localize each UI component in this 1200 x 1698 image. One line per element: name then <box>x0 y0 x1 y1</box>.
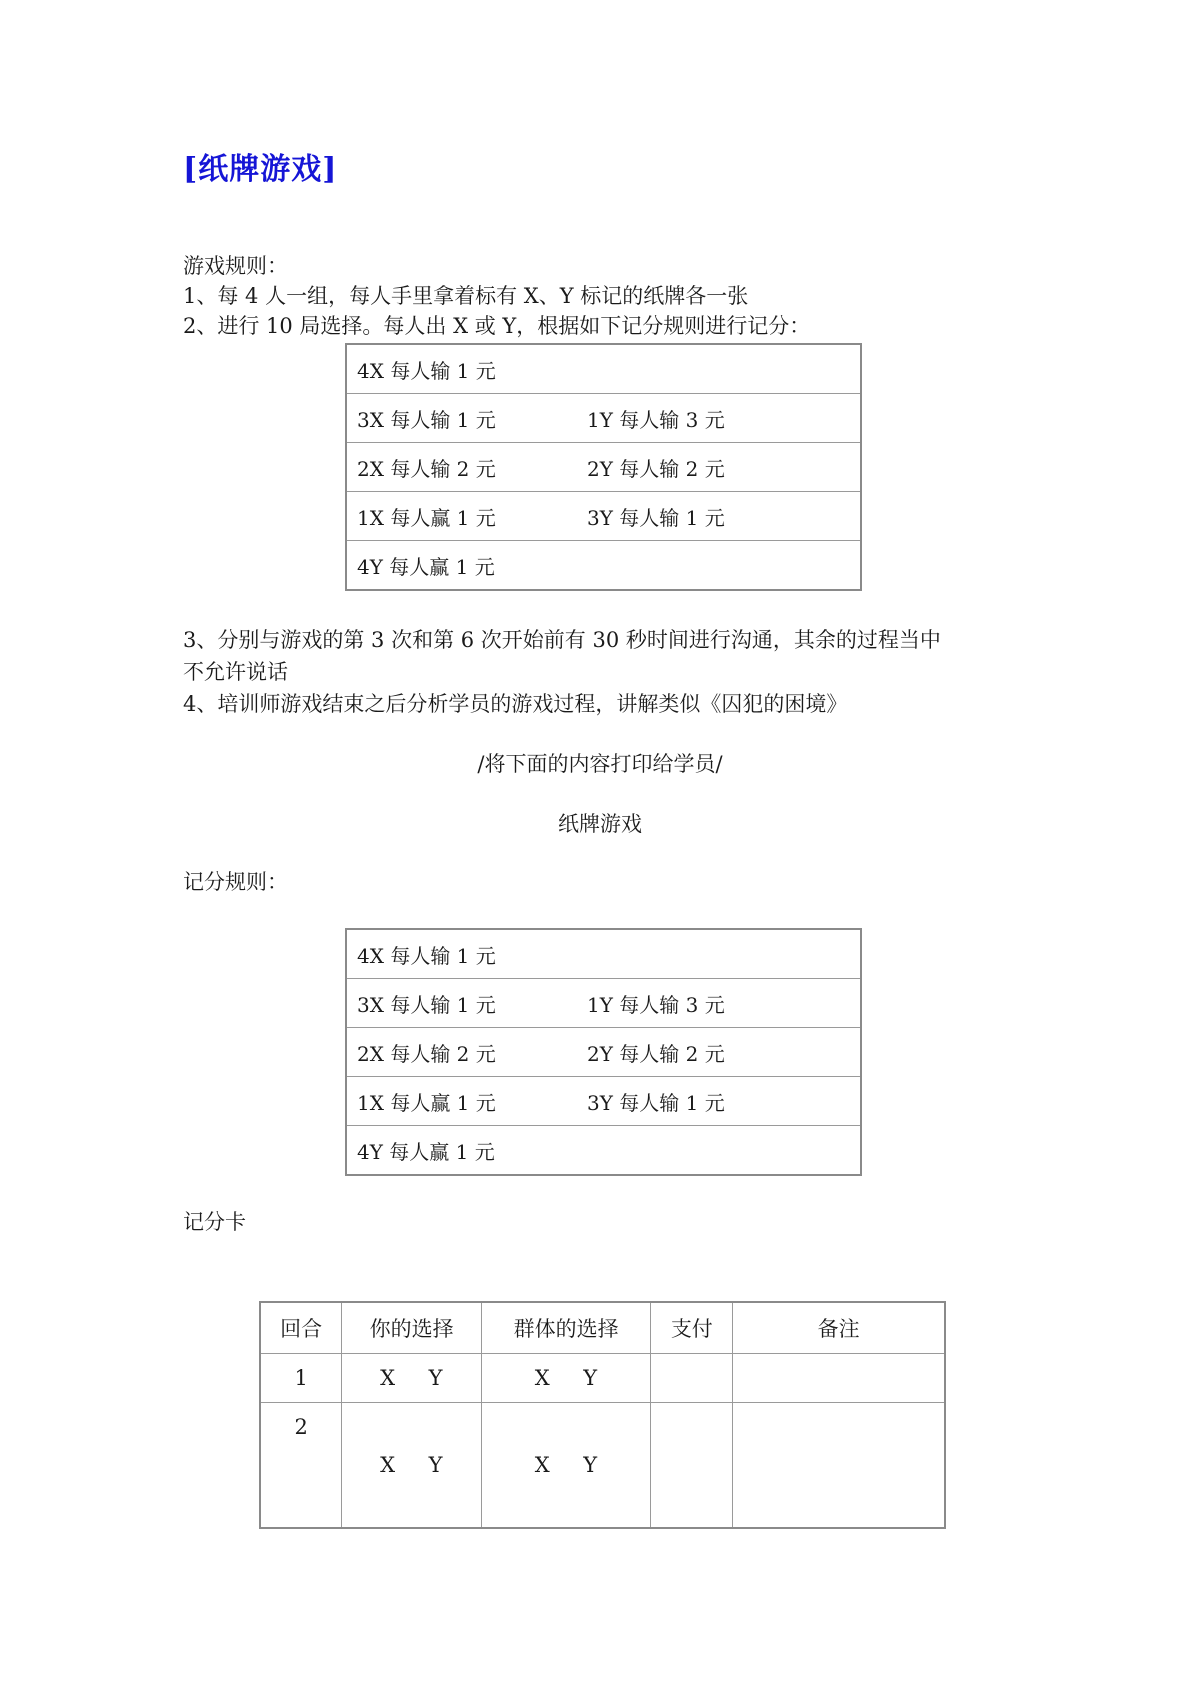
choice-y[interactable]: Y <box>583 1366 598 1390</box>
your-choice-cell[interactable] <box>342 1354 482 1403</box>
rule-4: 4、培训师游戏结束之后分析学员的游戏过程，讲解类似《囚犯的困境》 <box>183 692 848 716</box>
rule-3-cont: 不允许说话 <box>183 660 288 684</box>
score-cell: 3X 每人输 1 元 <box>357 407 496 432</box>
score-card-table <box>259 1301 946 1529</box>
header-round: 回合 <box>260 1302 342 1354</box>
score-cell: 2Y 每人输 2 元 <box>587 456 725 481</box>
rule-1: 1、每 4 人一组，每人手里拿着标有 X、Y 标记的纸牌各一张 <box>183 284 749 308</box>
round-number: 2 <box>260 1403 342 1529</box>
document-title: [纸牌游戏] <box>183 152 338 187</box>
choice-x[interactable]: X <box>380 1453 396 1477</box>
payment-cell[interactable] <box>651 1354 733 1403</box>
header-payment: 支付 <box>651 1302 733 1354</box>
table-row <box>346 979 861 1028</box>
choice-x[interactable]: X <box>380 1366 396 1390</box>
payment-cell[interactable] <box>651 1403 733 1529</box>
table-row <box>346 492 861 541</box>
table-row <box>346 1126 861 1176</box>
score-cell: 2X 每人输 2 元 <box>357 1041 496 1066</box>
choice-y[interactable]: Y <box>583 1453 598 1477</box>
score-cell: 1Y 每人输 3 元 <box>587 992 725 1017</box>
table-row <box>346 1077 861 1126</box>
score-cell: 1X 每人赢 1 元 <box>357 505 496 530</box>
score-cell: 4Y 每人赢 1 元 <box>357 1139 495 1164</box>
print-note: /将下面的内容打印给学员/ <box>477 752 723 776</box>
score-cell: 3X 每人输 1 元 <box>357 992 496 1017</box>
table-row <box>260 1354 945 1403</box>
choice-x[interactable]: X <box>534 1366 550 1390</box>
choice-x[interactable]: X <box>534 1453 550 1477</box>
header-your-choice: 你的选择 <box>342 1302 482 1354</box>
choice-y[interactable]: Y <box>428 1453 443 1477</box>
your-choice-cell[interactable] <box>342 1403 482 1529</box>
score-cell: 1Y 每人输 3 元 <box>587 407 725 432</box>
group-choice-cell[interactable] <box>481 1354 651 1403</box>
scoring-table-rules <box>345 343 862 591</box>
notes-cell[interactable] <box>733 1403 945 1529</box>
score-cell: 3Y 每人输 1 元 <box>587 505 725 530</box>
score-cell: 1X 每人赢 1 元 <box>357 1090 496 1115</box>
score-cell: 4Y 每人赢 1 元 <box>357 554 495 579</box>
card-heading: 记分卡 <box>183 1210 246 1234</box>
group-choice-cell[interactable] <box>481 1403 651 1529</box>
table-row <box>346 443 861 492</box>
score-cell: 4X 每人输 1 元 <box>357 358 496 383</box>
table-row <box>346 394 861 443</box>
table-row <box>346 929 861 979</box>
score-cell: 2Y 每人输 2 元 <box>587 1041 725 1066</box>
round-number: 1 <box>260 1354 342 1403</box>
scoring-heading: 记分规则： <box>183 870 288 894</box>
header-notes: 备注 <box>733 1302 945 1354</box>
table-row <box>346 541 861 591</box>
table-row <box>260 1403 945 1529</box>
scoring-table-handout <box>345 928 862 1176</box>
choice-y[interactable]: Y <box>428 1366 443 1390</box>
score-cell: 3Y 每人输 1 元 <box>587 1090 725 1115</box>
score-cell: 2X 每人输 2 元 <box>357 456 496 481</box>
notes-cell[interactable] <box>733 1354 945 1403</box>
header-group-choice: 群体的选择 <box>481 1302 651 1354</box>
table-row <box>346 344 861 394</box>
rule-2: 2、进行 10 局选择。每人出 X 或 Y，根据如下记分规则进行记分： <box>183 314 811 338</box>
rule-3: 3、分别与游戏的第 3 次和第 6 次开始前有 30 秒时间进行沟通，其余的过程当中 <box>183 628 941 652</box>
rules-heading: 游戏规则： <box>183 254 288 278</box>
table-header-row <box>260 1302 945 1354</box>
handout-title: 纸牌游戏 <box>558 812 642 836</box>
score-cell: 4X 每人输 1 元 <box>357 943 496 968</box>
table-row <box>346 1028 861 1077</box>
